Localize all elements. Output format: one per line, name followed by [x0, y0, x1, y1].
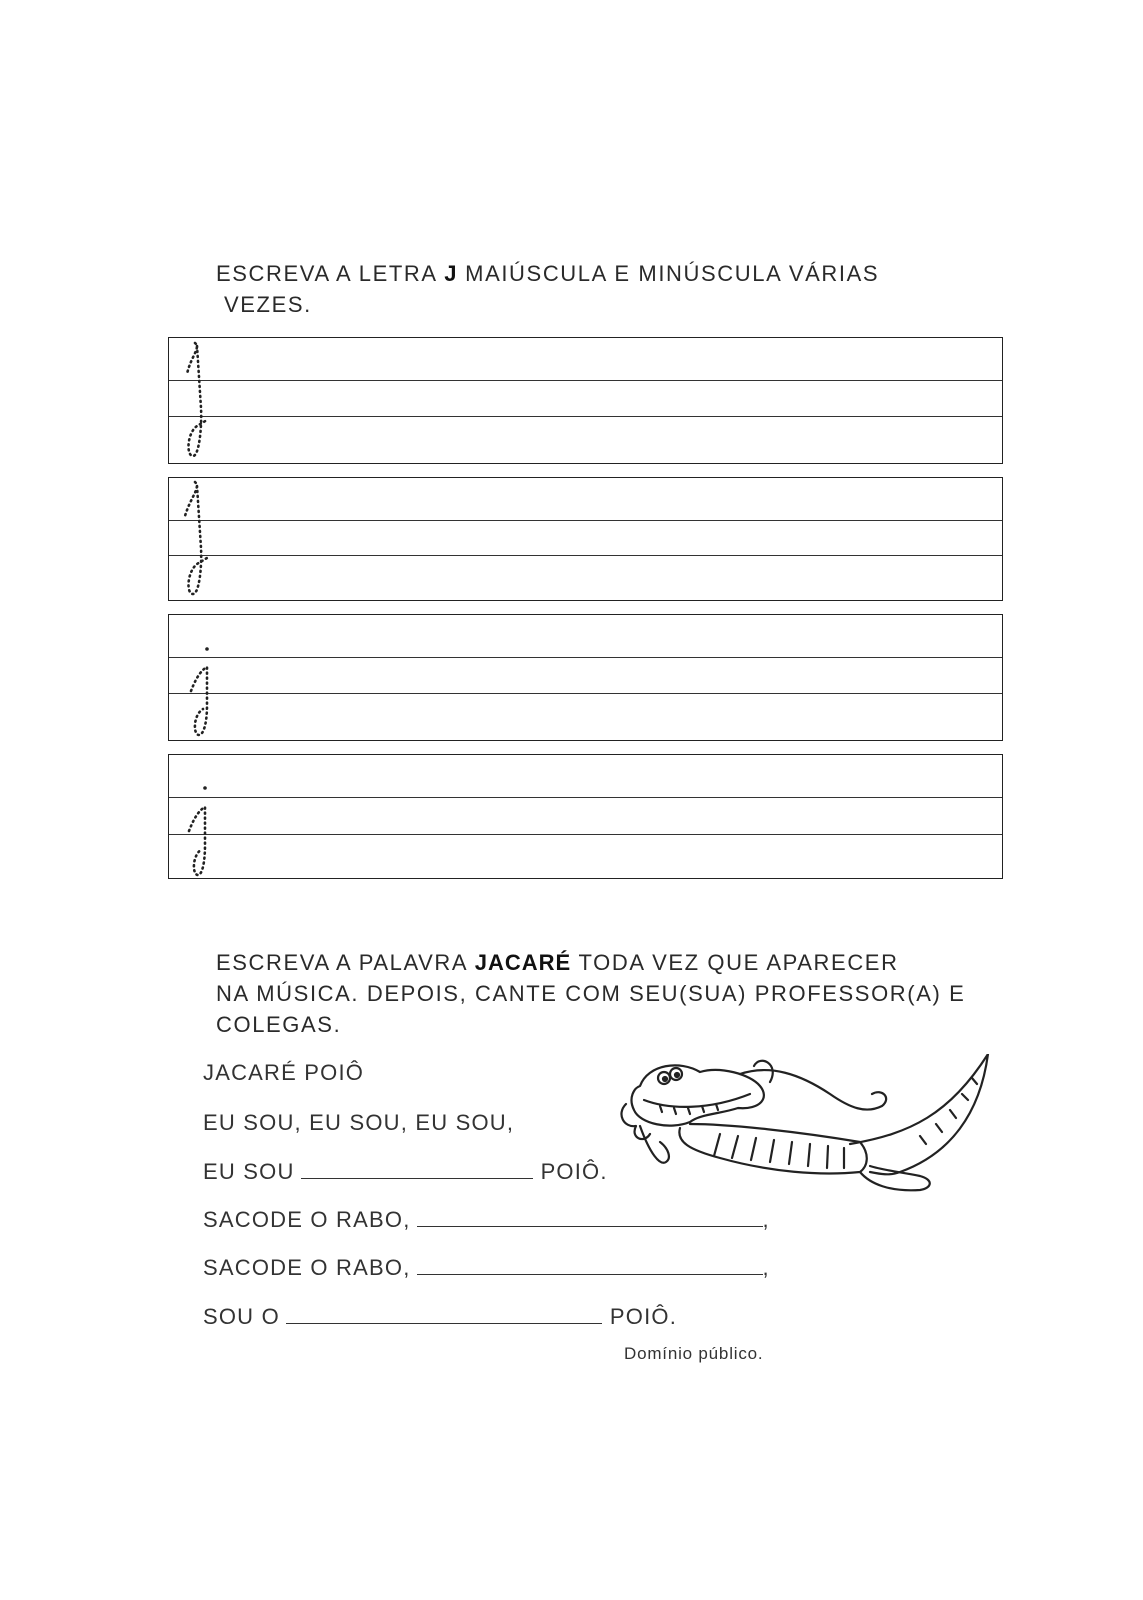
song-line-4: SACODE O RABO, , — [203, 1207, 770, 1232]
writing-line — [169, 657, 1002, 658]
writing-line — [169, 520, 1002, 521]
dotted-uppercase-j-icon — [177, 338, 217, 465]
answer-blank-4[interactable] — [286, 1305, 602, 1324]
instruction-2-line2: NA MÚSICA. DEPOIS, CANTE COM SEU(SUA) PROFESSOR(A) E — [216, 981, 966, 1006]
dotted-uppercase-j-icon — [177, 478, 217, 602]
instruction-1-letter: J — [444, 261, 458, 286]
instruction-2-line3: COLEGAS. — [216, 1012, 342, 1037]
alligator-lying-icon — [620, 1054, 1010, 1204]
writing-box-uppercase-1[interactable] — [168, 337, 1003, 464]
instruction-1-line2: VEZES. — [224, 292, 312, 317]
writing-line — [169, 380, 1002, 381]
writing-box-uppercase-2[interactable] — [168, 477, 1003, 601]
instruction-2-start: ESCREVA A PALAVRA — [216, 950, 475, 975]
writing-line — [169, 834, 1002, 835]
instruction-2-word: JACARÉ — [474, 950, 572, 975]
dotted-lowercase-j-icon — [177, 755, 217, 880]
dotted-lowercase-j-icon — [177, 615, 217, 742]
writing-box-lowercase-1[interactable] — [168, 614, 1003, 741]
writing-line — [169, 416, 1002, 417]
song-line-6: SOU O POIÔ. — [203, 1304, 678, 1329]
answer-blank-3[interactable] — [417, 1256, 763, 1275]
song-line-1: JACARÉ POIÔ — [203, 1060, 365, 1085]
instruction-1-start: ESCREVA A LETRA — [216, 261, 445, 286]
instruction-1-end: MAIÚSCULA E MINÚSCULA VÁRIAS — [457, 261, 880, 286]
song-line-2: EU SOU, EU SOU, EU SOU, — [203, 1110, 515, 1135]
writing-line — [169, 693, 1002, 694]
answer-blank-2[interactable] — [417, 1208, 763, 1227]
answer-blank-1[interactable] — [301, 1160, 533, 1179]
credit-text: Domínio público. — [624, 1344, 764, 1363]
writing-box-lowercase-2[interactable] — [168, 754, 1003, 879]
exercise-2-instruction — [216, 947, 1016, 1040]
exercise-1-instruction — [216, 258, 956, 320]
song-line-5: SACODE O RABO, , — [203, 1255, 770, 1280]
song-line-3: EU SOU POIÔ. — [203, 1159, 608, 1184]
writing-line — [169, 555, 1002, 556]
writing-line — [169, 797, 1002, 798]
instruction-2-end: TODA VEZ QUE APARECER — [571, 950, 899, 975]
